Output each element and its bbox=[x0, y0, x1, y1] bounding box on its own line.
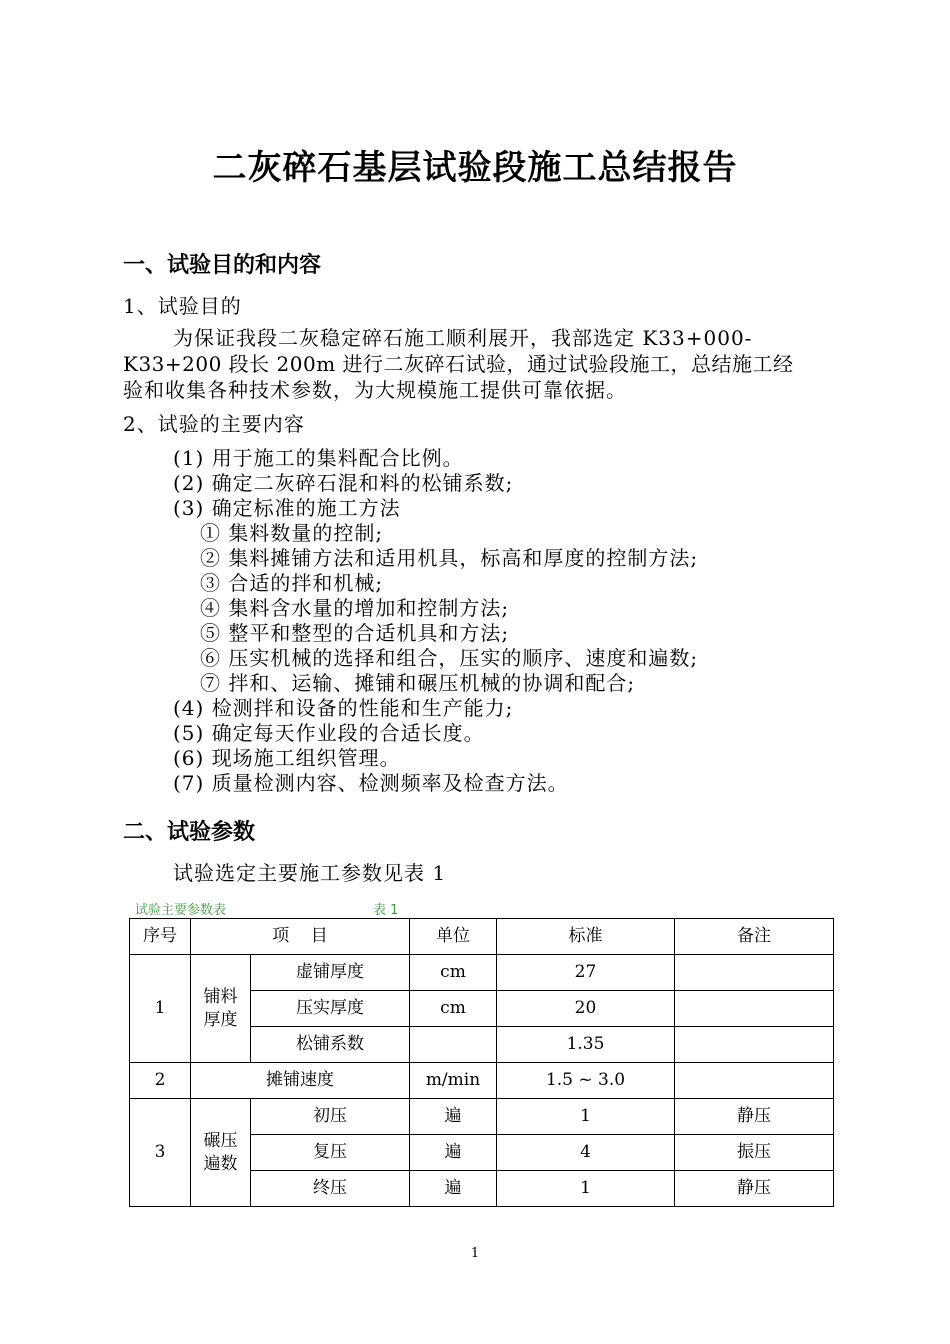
table-header-row bbox=[130, 919, 834, 955]
cell-item: 复压 bbox=[251, 1135, 410, 1171]
page-number: 1 bbox=[470, 1246, 480, 1261]
table-row bbox=[130, 1099, 834, 1135]
cell-note: 静压 bbox=[675, 1099, 834, 1135]
cell-unit bbox=[410, 1027, 497, 1063]
list-item: (2) 确定二灰碎石混和料的松铺系数; bbox=[173, 471, 514, 495]
header-item: 项 目 bbox=[191, 919, 410, 955]
cell-note bbox=[675, 1063, 834, 1099]
sub-list-item: ① 集料数量的控制; bbox=[200, 521, 384, 545]
category-line: 厚度 bbox=[203, 1009, 238, 1030]
cell-unit: 遍 bbox=[410, 1171, 497, 1207]
header-std: 标准 bbox=[497, 919, 675, 955]
category-line: 遍数 bbox=[203, 1153, 238, 1174]
cell-item: 虚铺厚度 bbox=[251, 955, 410, 991]
cell-unit: 遍 bbox=[410, 1135, 497, 1171]
cell-note bbox=[675, 991, 834, 1027]
paragraph-line: 为保证我段二灰稳定碎石施工顺利展开，我部选定 K33+000- bbox=[173, 326, 753, 350]
cell-item: 压实厚度 bbox=[251, 991, 410, 1027]
subheading-purpose: 1、试验目的 bbox=[123, 294, 242, 318]
list-item: (7) 质量检测内容、检测频率及检查方法。 bbox=[173, 771, 569, 795]
section-heading-1: 一、试验目的和内容 bbox=[123, 253, 322, 278]
cell-unit: m/min bbox=[410, 1063, 497, 1099]
sub-list-item: ⑥ 压实机械的选择和组合，压实的顺序、速度和遍数; bbox=[200, 646, 699, 670]
cell-std: 1.5 ~ 3.0 bbox=[497, 1063, 675, 1099]
table-intro: 试验选定主要施工参数见表 1 bbox=[173, 861, 447, 885]
cell-unit: 遍 bbox=[410, 1099, 497, 1135]
cell-item: 初压 bbox=[251, 1099, 410, 1135]
cell-std: 4 bbox=[497, 1135, 675, 1171]
cell-item: 终压 bbox=[251, 1171, 410, 1207]
section-heading-2: 二、试验参数 bbox=[123, 820, 256, 845]
cell-unit: cm bbox=[410, 955, 497, 991]
list-item: (1) 用于施工的集料配合比例。 bbox=[173, 446, 464, 470]
cell-std: 1 bbox=[497, 1099, 675, 1135]
cell-std: 20 bbox=[497, 991, 675, 1027]
cell-note bbox=[675, 955, 834, 991]
cell-std: 27 bbox=[497, 955, 675, 991]
category-line: 铺料 bbox=[203, 986, 238, 1007]
list-item: (6) 现场施工组织管理。 bbox=[173, 746, 401, 770]
cell-note bbox=[675, 1027, 834, 1063]
table-row bbox=[130, 955, 834, 991]
page-title: 二灰碎石基层试验段施工总结报告 bbox=[212, 148, 738, 188]
cell-std: 1 bbox=[497, 1171, 675, 1207]
sub-list-item: ③ 合适的拌和机械; bbox=[200, 571, 384, 595]
category-line: 碾压 bbox=[203, 1130, 238, 1151]
list-item: (4) 检测拌和设备的性能和生产能力; bbox=[173, 696, 514, 720]
cell-no: 2 bbox=[130, 1063, 191, 1099]
list-item: (5) 确定每天作业段的合适长度。 bbox=[173, 721, 485, 745]
cell-std: 1.35 bbox=[497, 1027, 675, 1063]
sub-list-item: ⑤ 整平和整型的合适机具和方法; bbox=[200, 621, 510, 645]
cell-item: 摊铺速度 bbox=[191, 1063, 410, 1099]
cell-no: 1 bbox=[130, 955, 191, 1063]
sub-list-item: ② 集料摊铺方法和适用机具，标高和厚度的控制方法; bbox=[200, 546, 699, 570]
subheading-content: 2、试验的主要内容 bbox=[123, 412, 305, 436]
cell-unit: cm bbox=[410, 991, 497, 1027]
parameter-table bbox=[129, 918, 834, 1207]
table-caption: 试验主要参数表 bbox=[135, 903, 227, 918]
sub-list-item: ④ 集料含水量的增加和控制方法; bbox=[200, 596, 510, 620]
cell-category bbox=[191, 1099, 251, 1207]
header-unit: 单位 bbox=[410, 919, 497, 955]
paragraph-line: 验和收集各种技术参数，为大规模施工提供可靠依据。 bbox=[123, 378, 627, 402]
list-item: (3) 确定标准的施工方法 bbox=[173, 496, 401, 520]
cell-note: 静压 bbox=[675, 1171, 834, 1207]
cell-no: 3 bbox=[130, 1099, 191, 1207]
sub-list-item: ⑦ 拌和、运输、摊铺和碾压机械的协调和配合; bbox=[200, 671, 636, 695]
table-number: 表 1 bbox=[373, 903, 399, 918]
header-note: 备注 bbox=[675, 919, 834, 955]
table-row bbox=[130, 1063, 834, 1099]
cell-item: 松铺系数 bbox=[251, 1027, 410, 1063]
cell-category bbox=[191, 955, 251, 1063]
header-no: 序号 bbox=[130, 919, 191, 955]
paragraph-line: K33+200 段长 200m 进行二灰碎石试验，通过试验段施工，总结施工经 bbox=[123, 352, 794, 376]
cell-note: 振压 bbox=[675, 1135, 834, 1171]
